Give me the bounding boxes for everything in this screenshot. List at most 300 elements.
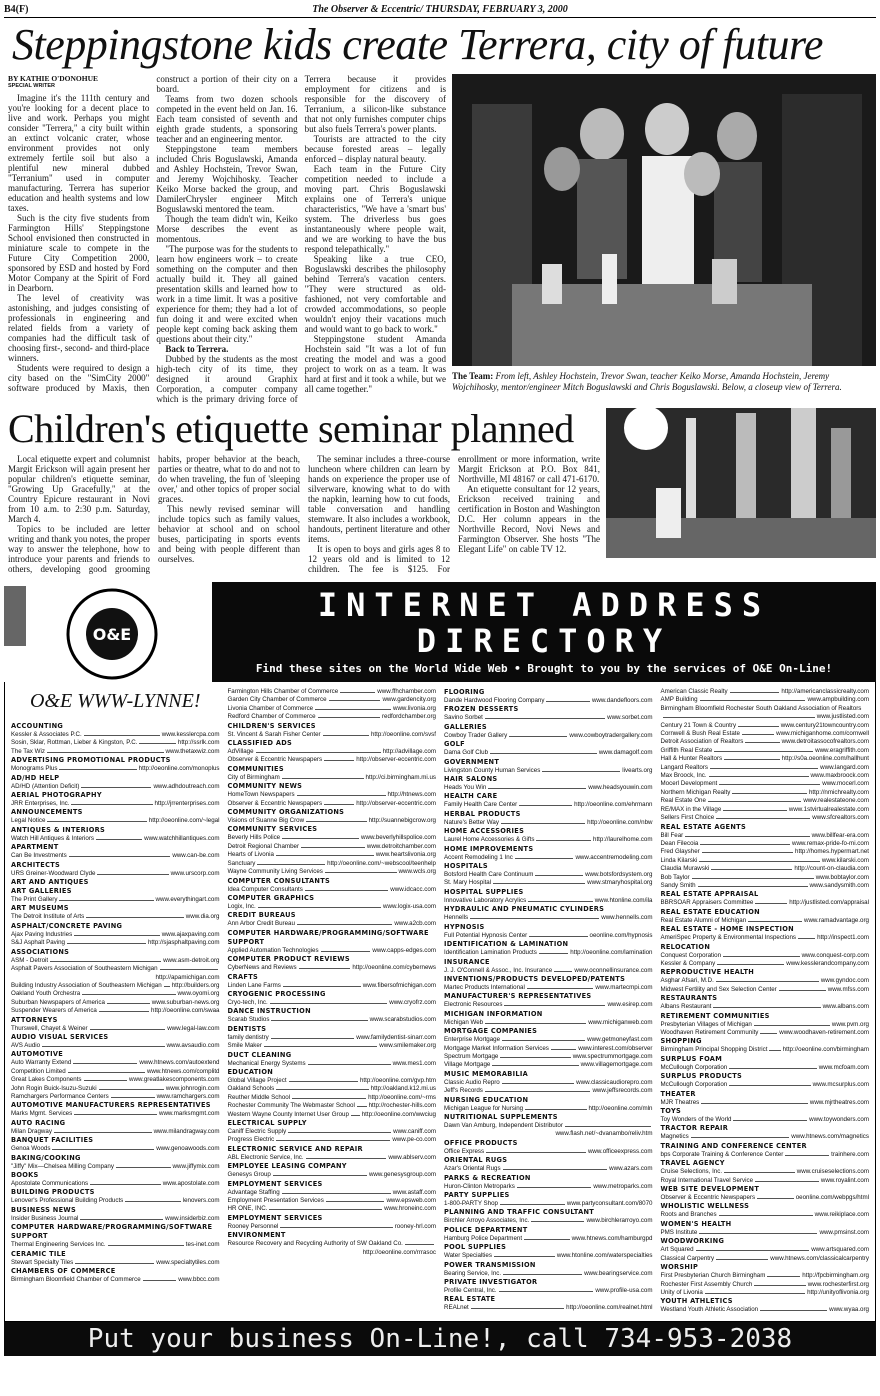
- directory-category: HOME IMPROVEMENTS: [444, 844, 534, 853]
- entry-name: Cruise Selections, Inc.: [660, 1168, 723, 1176]
- entry-name: Hamburg Police Department: [444, 1234, 523, 1242]
- entry-url[interactable]: www.interest.com/observer: [578, 1044, 653, 1052]
- entry-url[interactable]: www.kilarski.com: [821, 856, 869, 864]
- entry-url[interactable]: http://advillage.com: [382, 748, 436, 756]
- entry-name: Classical Carpentry: [660, 1254, 715, 1262]
- entry-url[interactable]: www.toywonders.com: [809, 1116, 869, 1124]
- entry-url[interactable]: http://oeonline.com/svsf: [370, 730, 436, 738]
- directory-category: MICHIGAN INFORMATION: [444, 1009, 543, 1018]
- entry-url[interactable]: www.maxbroock.com: [810, 772, 869, 780]
- entry-url[interactable]: www.1stvirtualrealestate.com: [788, 805, 869, 813]
- directory-entry: [661, 797, 870, 805]
- entry-url[interactable]: www.htnews.com/magnetics: [791, 1133, 869, 1141]
- entry-url[interactable]: http://s0a.oeonline.com/hallhunt: [781, 755, 869, 763]
- entry-url[interactable]: http://oeonline.com/cybernews: [352, 964, 436, 972]
- entry-url[interactable]: www.genesysgroup.com: [368, 1171, 436, 1179]
- entry-url[interactable]: www.cryofrz.com: [389, 998, 436, 1006]
- entry-url[interactable]: www.realestateone.com: [803, 797, 869, 805]
- entry-url[interactable]: www.everythingart.com: [155, 896, 220, 904]
- entry-url[interactable]: http://suannebigcrow.org: [368, 817, 436, 825]
- entry-name: Sanctuary: [227, 859, 256, 867]
- entry-url[interactable]: www.familydentist-sinarr.com: [356, 1033, 436, 1041]
- directory-entry: [444, 897, 653, 905]
- entry-name: Hearts of Livonia: [227, 851, 274, 859]
- entry-url[interactable]: www.damagolf.com: [598, 749, 653, 757]
- entry-name: Royal International Travel Service: [660, 1176, 754, 1184]
- entry-name: Resource Recovery and Recycling Authority of SW Oakland Co.: [227, 1240, 403, 1248]
- directory-category: GOVERNMENT: [444, 757, 500, 766]
- entry-name: "Jiffy" Mix—Chelsea Milling Company: [11, 1162, 114, 1170]
- entry-url[interactable]: www.officeexpress.com: [587, 1147, 653, 1155]
- entry-url[interactable]: www.wcls.org: [398, 868, 436, 876]
- directory-entry: [661, 1306, 870, 1314]
- directory-entry: [661, 1177, 870, 1185]
- entry-name: Oakland Schools: [227, 1085, 275, 1093]
- entry-url[interactable]: www.thetaxwiz.com: [165, 747, 220, 755]
- entry-name: Conquest Corporation: [660, 951, 722, 959]
- entry-name: Claudia Murawski: [660, 865, 710, 873]
- entry-url[interactable]: www.pmsinst.com: [819, 1228, 869, 1236]
- entry-url[interactable]: lenovers.com: [182, 1197, 220, 1205]
- entry-name: Suspender Wearers of America: [11, 1007, 97, 1015]
- entry-name: J. J. O'Connell & Assoc., Inc. Insurance: [444, 966, 553, 974]
- entry-url[interactable]: www.a2cb.com: [394, 920, 436, 928]
- entry-url[interactable]: www.hennells.com: [601, 914, 653, 922]
- entry-url[interactable]: http://oeonline.com/swaa: [151, 1007, 220, 1015]
- entry-url[interactable]: www.artsquared.com: [811, 1246, 869, 1254]
- leader-line: [698, 886, 808, 887]
- entry-url[interactable]: www.remax-pride-fo-mi.com: [791, 839, 869, 847]
- entry-name: St. Mary Hospital: [444, 879, 492, 887]
- entry-name: Dande Hardwood Flooring Company: [444, 697, 545, 704]
- entry-url[interactable]: www.wyaa.org: [829, 1306, 869, 1314]
- directory-entry: [444, 967, 653, 975]
- entry-url[interactable]: www.mcsurplus.com: [812, 1081, 869, 1089]
- entry-url[interactable]: www.jeffsrecords.com: [592, 1087, 653, 1095]
- leader-line: [719, 784, 820, 785]
- entry-name: Detroit Association of Realtors: [660, 738, 744, 746]
- entry-name: Idea Computer Consultants: [227, 885, 303, 893]
- entry-url[interactable]: www.villagemortgage.com: [580, 1061, 653, 1069]
- entry-url[interactable]: www.ffhchamber.com: [377, 688, 436, 695]
- entry-name: Classic Audio Repro: [444, 1078, 500, 1086]
- directory-category: WOODWORKING: [660, 1237, 725, 1246]
- leader-line: [716, 818, 810, 819]
- entry-url[interactable]: www.idcacc.com: [390, 885, 436, 893]
- leader-line: [535, 875, 583, 876]
- entry-name: Bill Fear: [660, 831, 684, 839]
- directory-entry: [11, 1276, 220, 1284]
- entry-url[interactable]: http://sjasphaltpaving.com: [147, 939, 220, 947]
- entry-url[interactable]: www.capps-edges.com: [372, 946, 436, 954]
- entry-url[interactable]: www.hroneinc.com: [384, 1205, 436, 1213]
- entry-url[interactable]: www.justlisted.com: [816, 713, 869, 721]
- entry-url[interactable]: http://ci.birmingham.mi.us: [365, 773, 436, 781]
- entry-url[interactable]: www.smilemaker.org: [379, 1042, 436, 1050]
- entry-url[interactable]: http://nmichrealty.com: [808, 788, 869, 796]
- directory-entry: [661, 780, 870, 788]
- entry-url[interactable]: www.dandefloors.com: [591, 697, 653, 704]
- directory-category: FROZEN DESSERTS: [444, 705, 519, 714]
- entry-url[interactable]: http://justlisted.com/appraisal: [789, 899, 869, 907]
- directory-entry: [11, 1042, 220, 1050]
- directory-entry: [444, 854, 653, 862]
- entry-url[interactable]: http://oeonline.com/wwciug: [361, 1110, 436, 1118]
- entry-url[interactable]: www.michiganhome.com/cornwell: [776, 730, 869, 738]
- entry-url[interactable]: www.esirep.com: [607, 1001, 653, 1009]
- entry-url[interactable]: http://americanclassicrealty.com: [781, 688, 869, 695]
- entry-url[interactable]: www.detroitassocofrealtors.com: [781, 738, 869, 746]
- leader-line: [125, 1201, 180, 1202]
- directory-entry: [228, 982, 437, 990]
- entry-name: bps Corporate Training & Conference Center: [660, 1150, 784, 1158]
- directory-entry: [661, 747, 870, 755]
- entry-url[interactable]: www.profile-usa.com: [595, 1287, 653, 1295]
- directory-category: HYPNOSIS: [444, 922, 485, 931]
- directory-category: REAL ESTATE EDUCATION: [660, 907, 760, 916]
- entry-url[interactable]: www.botsfordsystem.org: [585, 871, 653, 879]
- directory-entry: [228, 834, 437, 842]
- entry-url[interactable]: www.bearingservice.com: [584, 1269, 653, 1277]
- caption-label: The Team:: [452, 371, 494, 381]
- leader-line: [96, 839, 142, 840]
- entry-url[interactable]: www.genoawoods.com: [156, 1145, 220, 1153]
- paragraph: Tourists are attracted to the city because forested areas – legally enforced – display natural beauty.: [304, 134, 446, 164]
- leader-line: [760, 1310, 827, 1311]
- entry-url[interactable]: www.can-be.com: [172, 852, 220, 860]
- leader-line: [90, 1029, 166, 1030]
- leader-line: [326, 1201, 385, 1202]
- entry-name: Can Be Investments: [11, 852, 67, 860]
- entry-url[interactable]: www.livonia.org: [393, 704, 436, 712]
- entry-url[interactable]: http://oeonline.com/birmingham: [782, 1046, 869, 1054]
- entry-url[interactable]: tes-inet.com: [185, 1241, 220, 1249]
- leader-line: [708, 801, 801, 802]
- entry-url[interactable]: www.michiganweb.com: [588, 1018, 653, 1026]
- entry-url[interactable]: www.pe-co.com: [392, 1136, 436, 1144]
- entry-url[interactable]: www.oconnellinsurance.com: [574, 966, 653, 974]
- entry-url[interactable]: www.heartslivonia.org: [375, 851, 436, 859]
- entry-url[interactable]: http://apamichigan.com: [155, 973, 220, 981]
- entry-url[interactable]: www.bbcc.com: [178, 1276, 220, 1284]
- entry-name: Ramchargers Performance Centers: [11, 1092, 109, 1100]
- entry-url[interactable]: http://oeonline.com/realnet.html: [566, 1304, 653, 1312]
- entry-url[interactable]: www.jiffymix.com: [172, 1162, 220, 1170]
- entry-url[interactable]: http://oeonline.com/~legal: [148, 817, 220, 825]
- entry-url[interactable]: www.fibersofmichigan.com: [362, 981, 436, 989]
- entry-url[interactable]: www.epsweb.com: [386, 1197, 436, 1205]
- entry-url[interactable]: www.kesslerandcompany.com: [786, 959, 869, 967]
- directory-entry: [444, 949, 653, 957]
- directory-category: WHOLISTIC WELLNESS: [660, 1202, 750, 1211]
- entry-url[interactable]: http://oeonline.com/~rms: [368, 1093, 436, 1101]
- entry-url[interactable]: www.albans.com: [822, 1003, 869, 1011]
- directory-entry: [228, 1128, 437, 1136]
- entry-url[interactable]: http://htnews.com: [387, 791, 436, 799]
- entry-url[interactable]: www.johnrogin.com: [165, 1084, 220, 1092]
- directory-entry: [228, 1077, 437, 1085]
- directory-category: BAKING/COOKING: [11, 1153, 81, 1162]
- entry-url[interactable]: http://oeonline.com/monoplus: [138, 765, 220, 773]
- directory-category: PRIVATE INVESTIGATOR: [444, 1278, 538, 1287]
- directory-column: [11, 688, 220, 1315]
- leader-line: [716, 981, 819, 982]
- entry-name: Bob Taylor: [660, 873, 690, 881]
- entry-url[interactable]: www.gardencity.org: [382, 696, 436, 704]
- directory-entry: [661, 688, 870, 696]
- entry-name: Farmington Hills Chamber of Commerce: [227, 688, 339, 695]
- directory-category: CHILDREN'S SERVICES: [227, 721, 316, 730]
- entry-url[interactable]: www.langard.com: [820, 763, 869, 771]
- entry-url[interactable]: www.watchhillantiques.com: [144, 834, 220, 842]
- entry-url[interactable]: www.ajaxpaving.com: [161, 930, 220, 938]
- story1-headline: Steppingstone kids create Terrera, city of future: [12, 20, 823, 69]
- entry-url[interactable]: www.headsyouwin.com: [588, 784, 653, 792]
- entry-url[interactable]: www.htonline.com/ila: [594, 896, 653, 904]
- entry-name: Garden City Chamber of Commerce: [227, 696, 327, 704]
- entry-url[interactable]: http://oeonline.com/rrrasoc: [362, 1248, 436, 1256]
- directory-category: COMPUTER HARDWARE/PROGRAMMING/SOFTWARE SUPPORT: [11, 1223, 213, 1241]
- entry-url[interactable]: www.stmaryhospital.org: [587, 879, 653, 887]
- entry-url[interactable]: www.bobtaylor.com: [815, 873, 869, 881]
- leader-line: [164, 986, 170, 987]
- entry-url[interactable]: http://fpcbirmingham.org: [802, 1272, 869, 1280]
- leader-line: [357, 1106, 367, 1107]
- directory-category: COMPUTER CONSULTANTS: [227, 876, 331, 885]
- directory-category: HERBAL PRODUCTS: [444, 809, 521, 818]
- leader-line: [539, 953, 568, 954]
- entry-url[interactable]: http://oeonline.com/nbw: [587, 818, 653, 826]
- directory-entry: [444, 749, 653, 757]
- entry-url[interactable]: www.flash.net/~dvanambo/reliv.htm: [555, 1130, 653, 1138]
- entry-url[interactable]: www.conquest-corp.com: [801, 951, 869, 959]
- directory-category: MUSIC MEMORABILIA: [444, 1069, 529, 1078]
- leader-line: [470, 918, 599, 919]
- entry-url[interactable]: www.suburban-news.org: [151, 998, 220, 1006]
- leader-line: [318, 717, 380, 718]
- directory-category: PLANNING AND TRAFFIC CONSULTANT: [444, 1208, 595, 1217]
- entry-url[interactable]: www.azars.com: [609, 1165, 653, 1173]
- entry-url[interactable]: http://oeonline.com/~webscool/teenhelp: [327, 859, 436, 867]
- directory-entry: [444, 879, 653, 887]
- entry-url[interactable]: www.cowboytradergallery.com: [569, 731, 653, 739]
- entry-url[interactable]: www.legal-law.com: [167, 1024, 220, 1032]
- directory-entry: [444, 1304, 653, 1312]
- entry-name: Genoa Woods: [11, 1145, 51, 1153]
- entry-url[interactable]: www.cruiseselections.com: [796, 1168, 869, 1176]
- entry-url[interactable]: www.astaff.com: [392, 1188, 436, 1196]
- leader-line: [283, 986, 361, 987]
- entry-url[interactable]: www.caniff.com: [393, 1128, 436, 1135]
- leader-line: [755, 1181, 819, 1182]
- entry-url[interactable]: www.classicaudiorepro.com: [576, 1078, 653, 1086]
- entry-url[interactable]: http://count-on-claudia.com: [794, 865, 869, 873]
- directory-entry: [11, 817, 220, 825]
- entry-url[interactable]: www.dia.org: [185, 913, 220, 921]
- entry-url[interactable]: www.reikiplace.com: [814, 1211, 869, 1219]
- entry-url[interactable]: www.mocerl.com: [822, 780, 869, 788]
- entry-url[interactable]: www.billfear-era.com: [811, 831, 869, 839]
- entry-name: Reuther Middle School: [227, 1093, 291, 1101]
- entry-url[interactable]: www.spectrummortgage.com: [572, 1052, 653, 1060]
- entry-name: Rochester First Assembly Church: [660, 1280, 753, 1288]
- directory-entry: [228, 1205, 437, 1213]
- leader-line: [269, 1209, 382, 1210]
- entry-url[interactable]: www.kesslercpa.com: [161, 731, 220, 738]
- entry-url[interactable]: http://unityoflivonia.org: [807, 1288, 869, 1296]
- story1-body: [4, 74, 446, 404]
- entry-url[interactable]: oeonline.com/hypnosis: [589, 931, 653, 939]
- entry-url[interactable]: www.oyomi.org: [177, 990, 220, 998]
- entry-url[interactable]: www.ramadvantage.org: [803, 916, 869, 924]
- leader-line: [769, 1050, 780, 1051]
- entry-url[interactable]: www.mcfoam.com: [818, 1063, 869, 1071]
- entry-url[interactable]: www.urscorp.com: [170, 869, 220, 877]
- leader-line: [485, 1091, 591, 1092]
- entry-url[interactable]: www.mjrtheatres.com: [809, 1098, 869, 1106]
- entry-url[interactable]: www.woodhaven-retirement.com: [779, 1029, 869, 1036]
- entry-name: Michigan Web: [444, 1018, 484, 1026]
- entry-url[interactable]: http://observer-eccentric.com: [356, 799, 436, 807]
- entry-url[interactable]: www.sfcrealtors.com: [812, 814, 869, 822]
- entry-url[interactable]: www.sandysmith.com: [809, 881, 869, 889]
- leader-line: [490, 753, 597, 754]
- entry-name: McCullough Corporation: [660, 1081, 728, 1089]
- entry-name: Thermal Engineering Services Inc.: [11, 1241, 106, 1249]
- entry-url[interactable]: http://ssrlk.com: [177, 739, 220, 747]
- entry-url[interactable]: http://oeonline.com/ehrmann: [574, 801, 653, 809]
- entry-url[interactable]: http://oeonline.com/gvp.htm: [359, 1076, 436, 1084]
- directory-entry: [228, 1034, 437, 1042]
- directory-category: ART AND ANTIQUES: [11, 878, 89, 887]
- entry-url[interactable]: http://oeonline.com/lamination: [570, 949, 653, 957]
- leader-line: [47, 821, 146, 822]
- entry-url[interactable]: www.htnews.com/hamburgpd: [571, 1234, 653, 1242]
- entry-url[interactable]: www.getmoneyfast.com: [587, 1036, 653, 1044]
- directory-entry: [444, 1148, 653, 1156]
- entry-url[interactable]: www.ablserv.com: [388, 1153, 436, 1161]
- leader-line: [84, 1080, 128, 1081]
- entry-url[interactable]: www.greatlakescomponents.com: [129, 1076, 220, 1084]
- entry-url[interactable]: www.martecmpi.com: [595, 983, 653, 991]
- entry-url[interactable]: redfordchamber.org: [382, 713, 436, 721]
- entry-url[interactable]: www.birchlerarroyo.com: [586, 1217, 653, 1225]
- entry-url[interactable]: www.royalint.com: [820, 1176, 869, 1184]
- entry-url[interactable]: http://rochester-hills.com: [368, 1102, 436, 1110]
- entry-url[interactable]: www.asm-detroit.org: [163, 956, 220, 964]
- entry-name: Toy Wonders of the World: [660, 1116, 732, 1124]
- leader-line: [90, 1184, 161, 1185]
- paragraph: Local etiquette expert and columnist Margit Erickson will again present her popular children's etiquette seminar, "Growing Up Gracefully," at the Country Epicure restaurant in Novi from 10 a.m. to 2:30 p.m. Saturday, March 4.: [8, 454, 150, 524]
- entry-url[interactable]: http://jrrenterprises.com: [154, 800, 220, 808]
- directory-entry: [661, 722, 870, 730]
- entry-url[interactable]: livearts.org: [622, 766, 653, 774]
- leader-line: [282, 1193, 391, 1194]
- entry-url[interactable]: www.htnews.com/complitd: [146, 1067, 220, 1075]
- entry-url[interactable]: www.ramchargers.com: [156, 1092, 220, 1100]
- directory-entry: [11, 1068, 220, 1076]
- directory-entry: [444, 871, 653, 879]
- entry-url[interactable]: http://laurelhome.com: [593, 836, 653, 844]
- leader-line: [71, 804, 152, 805]
- entry-name: Rooney Personnel: [227, 1222, 279, 1230]
- entry-url[interactable]: www.milandragway.com: [153, 1127, 220, 1135]
- directory-entry: [444, 819, 653, 827]
- entry-url[interactable]: www.marksmgmt.com: [158, 1110, 220, 1118]
- entry-name: Oakland Youth Orchestra: [11, 990, 81, 998]
- entry-url[interactable]: www.rochesterfirst.org: [807, 1280, 869, 1288]
- entry-url[interactable]: http://oeonline.com/mln: [588, 1104, 653, 1112]
- entry-url[interactable]: www.detroitchamber.com: [366, 842, 436, 850]
- entry-url[interactable]: www.htonline.com/waterspecialties: [556, 1252, 653, 1260]
- directory-category: WOMEN'S HEALTH: [660, 1219, 732, 1228]
- entry-url[interactable]: www.mes1.com: [392, 1059, 436, 1067]
- entry-url[interactable]: www.gyndoc.com: [820, 977, 869, 985]
- leader-line: [798, 938, 815, 939]
- entry-url[interactable]: www.pvm.org: [831, 1020, 869, 1028]
- entry-url[interactable]: www.partyconsultant.com/8070: [566, 1200, 653, 1207]
- leader-line: [691, 1137, 790, 1138]
- entry-url[interactable]: www.insiderbiz.com: [165, 1214, 220, 1222]
- leader-line: [264, 1046, 377, 1047]
- entry-name: REALnet: [444, 1304, 469, 1312]
- entry-url[interactable]: www.adhdoutreach.com: [153, 782, 220, 790]
- directory-category: AUTO RACING: [11, 1118, 66, 1127]
- entry-name: Martec Products International: [444, 983, 525, 991]
- entry-url[interactable]: www.accentremodeling.com: [575, 853, 653, 861]
- entry-url[interactable]: http://oakland.k12.mi.us: [370, 1085, 436, 1093]
- entry-url[interactable]: www.apostolate.com: [162, 1180, 220, 1187]
- directory-entry: [11, 870, 220, 878]
- entry-url[interactable]: http://homes.hypermart.net: [795, 848, 869, 856]
- paragraph: The level of creativity was astonishing, and judges consisting of professionals in engineering and related fields from a variety of companies had the difficult task of choosing first-, second- and third-place winners.: [8, 293, 150, 363]
- entry-url[interactable]: www.avsaudio.com: [166, 1041, 220, 1049]
- entry-url[interactable]: www.logix-usa.com: [383, 902, 436, 910]
- entry-url[interactable]: oeonline.com/webpgs/html: [795, 1194, 869, 1202]
- entry-url[interactable]: www.specialtytiles.com: [156, 1258, 220, 1266]
- entry-url[interactable]: trainhere.com: [831, 1150, 869, 1158]
- entry-url[interactable]: www.metroparks.com: [593, 1182, 653, 1190]
- directory-category: PARTY SUPPLIES: [444, 1191, 510, 1199]
- leader-line: [519, 805, 572, 806]
- entry-name: Midwest Fertility and Sex Selection Center: [660, 985, 777, 993]
- entry-url[interactable]: http://builders.org: [171, 981, 220, 989]
- entry-url[interactable]: www.ampbuilding.com: [807, 696, 869, 704]
- entry-url[interactable]: www.mfss.com: [827, 985, 869, 993]
- directory-category: CRYOGENIC PROCESSING: [227, 989, 326, 998]
- entry-url[interactable]: http://inspect1.com: [817, 934, 869, 942]
- entry-url[interactable]: www.sorbet.com: [607, 714, 653, 722]
- entry-url[interactable]: rooney-hrl.com: [394, 1222, 436, 1230]
- entry-url[interactable]: www.century21towncountry.com: [780, 721, 869, 729]
- leader-line: [517, 1187, 592, 1188]
- bottom-ad-banner: Put your business On-Line!, call 734-953-2038: [4, 1322, 876, 1356]
- directory-category: BUSINESS NEWS: [11, 1205, 77, 1214]
- entry-url[interactable]: www.beverlyhillspolice.com: [361, 834, 436, 842]
- entry-url[interactable]: www.htnews.com/autoextend: [139, 1059, 220, 1067]
- entry-url[interactable]: www.scarabstudios.com: [369, 1016, 436, 1024]
- leader-line: [288, 1132, 391, 1133]
- entry-name: Hennells: [444, 914, 469, 922]
- paragraph: Topics to be included are letter writing and thank you notes, the proper way to answer the telephone, how to introduce your parents and friends to others, developing good grooming habits, proper behavior at the beach, parties or theatre, what to do and not to do when traveling, the fun of 'sleeping over,' and other topics of proper social graces.: [8, 454, 300, 574]
- entry-url[interactable]: www.htnews.com/classicalcarpentry: [770, 1254, 869, 1262]
- leader-line: [68, 1072, 145, 1073]
- directory-entry: [11, 1076, 220, 1084]
- entry-url[interactable]: www.eragriffith.com: [815, 746, 869, 754]
- entry-url[interactable]: http://observer-eccentric.com: [356, 756, 436, 764]
- entry-name: Competition Limited: [11, 1067, 66, 1075]
- directory-entry: [661, 705, 870, 722]
